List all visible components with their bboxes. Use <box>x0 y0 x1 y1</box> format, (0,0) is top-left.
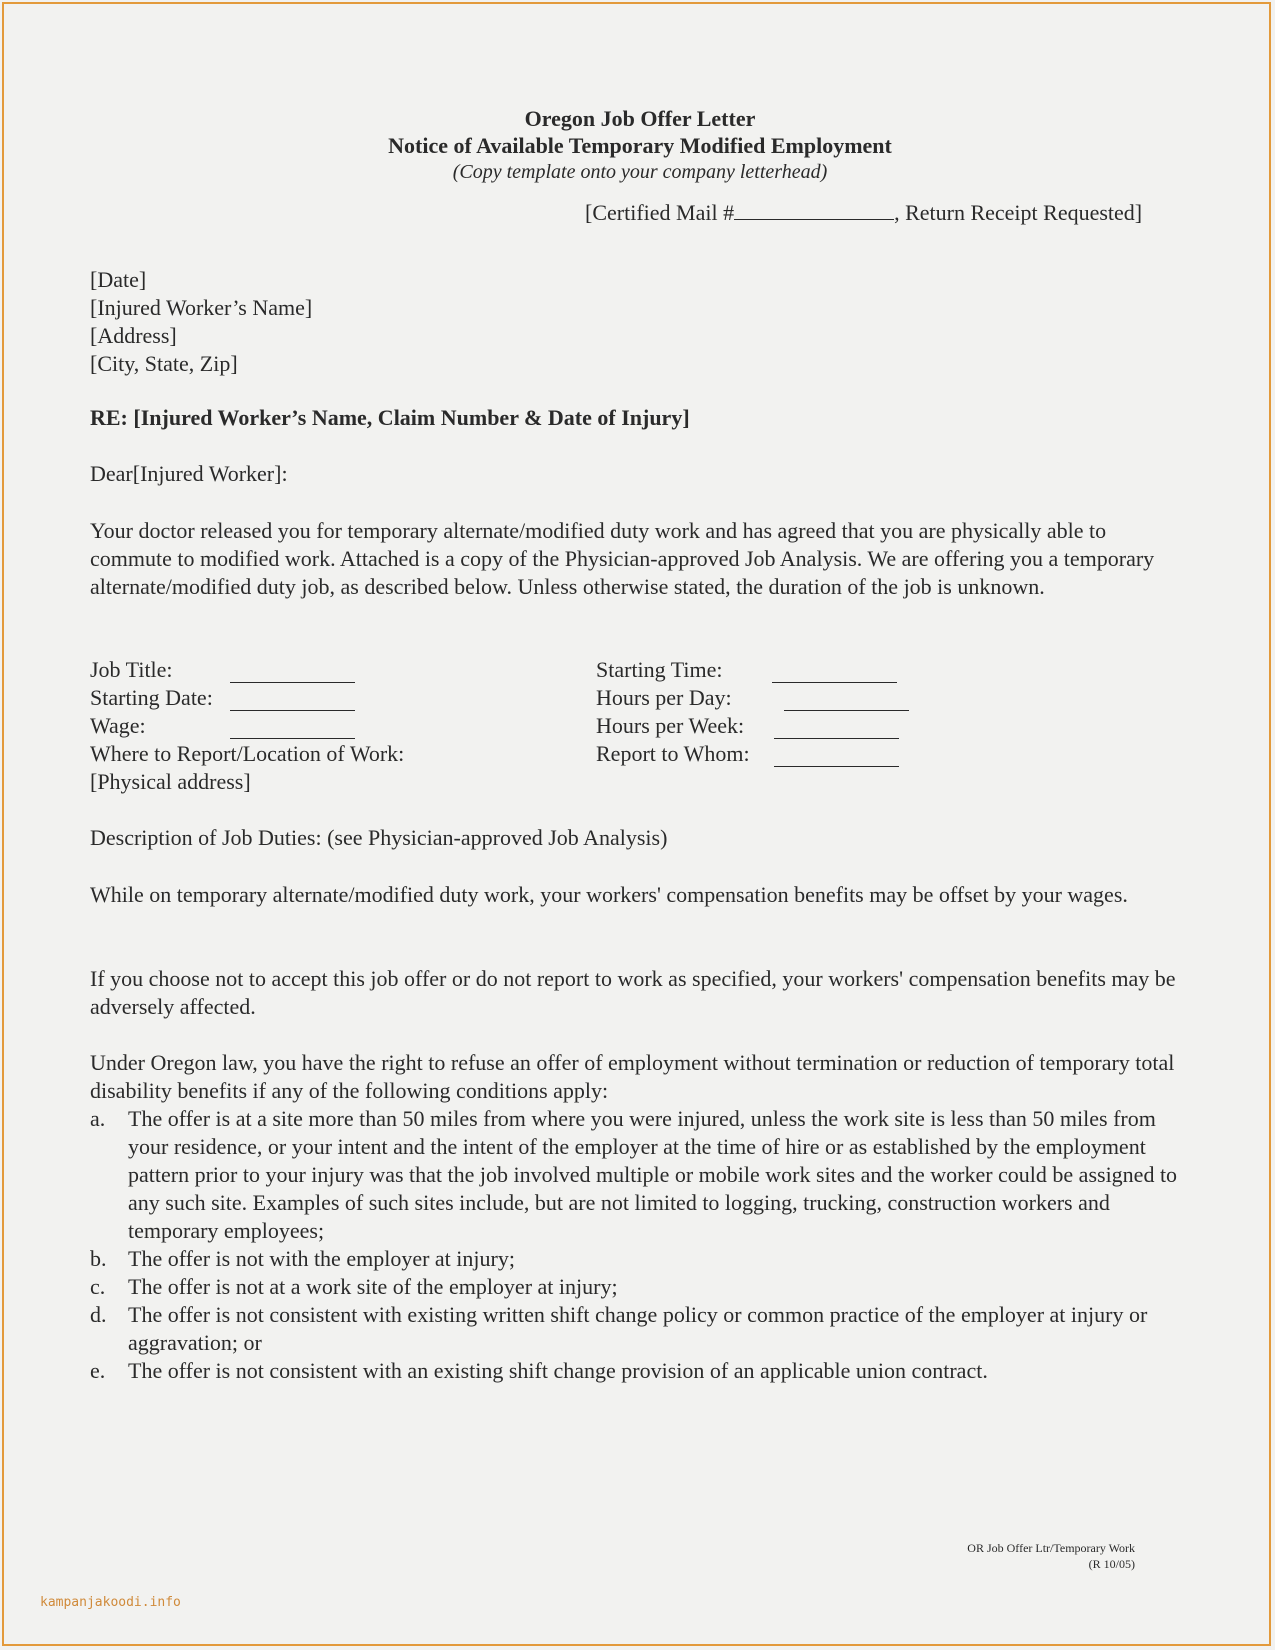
condition-item <box>90 1245 1190 1273</box>
condition-item <box>90 1301 1190 1357</box>
wage-field <box>90 713 146 739</box>
physical-address-label: [Physical address] <box>90 769 251 794</box>
condition-item <box>90 1273 1190 1301</box>
certified-number-blank <box>734 201 894 220</box>
hours-per-week-label: Hours per Week: <box>596 713 745 738</box>
page-border <box>2 2 1271 1646</box>
starting-date-blank <box>230 692 355 711</box>
intro-paragraph: Your doctor released you for temporary alternate/modified duty work and has agreed that you are physically able to commute to modified work. Attached is a copy of the Physician-approved Job Analysis. We are offering you a temporary alternate/modified duty job, as described below. Unless otherwise stated, the duration of the job is unknown. <box>90 518 1155 599</box>
condition-text: The offer is at a site more than 50 miles from where you were injured, unless the work site is less than 50 miles from your residence, or your intent and the intent of the employer at the time of hire or as established by the employment pattern prior to your injury was that the job involved multiple or mobile work sites and the worker could be assigned to any such site. Examples of such sites include, but are not limited to logging, trucking, construction workers and temporary employees; <box>128 1106 1178 1243</box>
certified-suffix: , Return Receipt Requested] <box>894 200 1143 225</box>
condition-text: The offer is not consistent with an existing shift change provision of an applicable union contract. <box>128 1358 988 1383</box>
condition-text: The offer is not with the employer at injury; <box>128 1246 515 1271</box>
job-title-field <box>90 657 173 683</box>
condition-marker: c. <box>90 1274 106 1299</box>
hours-per-day-label: Hours per Day: <box>596 685 732 710</box>
address-name: [Injured Worker’s Name] <box>90 295 313 320</box>
letter-subtitle: Notice of Available Temporary Modified Employment <box>388 133 892 158</box>
letter-title: Oregon Job Offer Letter <box>524 106 756 131</box>
hours-per-day-blank <box>784 692 909 711</box>
starting-date-field <box>90 685 213 711</box>
job-title-label: Job Title: <box>90 657 173 682</box>
wage-blank <box>230 720 355 739</box>
report-to-whom-label: Report to Whom: <box>596 741 750 766</box>
condition-text: The offer is not consistent with existing written shift change policy or common practice of the employer at injury or aggravation; or <box>128 1302 1148 1355</box>
job-title-blank <box>230 664 355 683</box>
re-line: RE: [Injured Worker’s Name, Claim Number & Date of Injury] <box>90 405 690 430</box>
condition-text: The offer is not at a work site of the employer at injury; <box>128 1274 618 1299</box>
form-reference <box>967 1540 1135 1572</box>
job-duties-line: Description of Job Duties: (see Physician-approved Job Analysis) <box>90 825 668 850</box>
certified-mail-line <box>585 200 1142 226</box>
condition-marker: d. <box>90 1302 107 1327</box>
where-to-report-label: Where to Report/Location of Work: <box>90 741 405 766</box>
address-street: [Address] <box>90 323 177 348</box>
certified-prefix: [Certified Mail # <box>585 200 735 225</box>
report-to-whom-blank <box>774 748 899 767</box>
condition-item <box>90 1105 1190 1245</box>
starting-time-blank <box>772 664 897 683</box>
condition-marker: e. <box>90 1358 106 1383</box>
wage-label: Wage: <box>90 713 146 738</box>
starting-date-label: Starting Date: <box>90 685 213 710</box>
refuse-paragraph: If you choose not to accept this job offer or do not report to work as specified, your workers' compensation benefits may be adversely affected. <box>90 966 1176 1019</box>
hours-per-week-blank <box>774 720 899 739</box>
condition-marker: b. <box>90 1246 107 1271</box>
starting-time-label: Starting Time: <box>596 657 723 682</box>
form-revision: (R 10/05) <box>1088 1557 1135 1571</box>
letterhead-note: (Copy template onto your company letterhead) <box>452 161 828 183</box>
salutation: Dear[Injured Worker]: <box>90 461 288 486</box>
site-watermark: kampanjakoodi.info <box>40 1595 181 1610</box>
form-name: OR Job Offer Ltr/Temporary Work <box>967 1541 1135 1555</box>
address-date: [Date] <box>90 267 147 292</box>
title-block <box>90 105 1190 186</box>
condition-marker: a. <box>90 1106 106 1131</box>
address-city: [City, State, Zip] <box>90 351 238 376</box>
offset-paragraph: While on temporary alternate/modified duty work, your workers' compensation benefits may be offset by your wages. <box>90 882 1128 907</box>
law-intro-paragraph: Under Oregon law, you have the right to refuse an offer of employment without termination or reduction of temporary total disability benefits if any of the following conditions apply: <box>90 1050 1175 1103</box>
condition-item <box>90 1357 1190 1385</box>
